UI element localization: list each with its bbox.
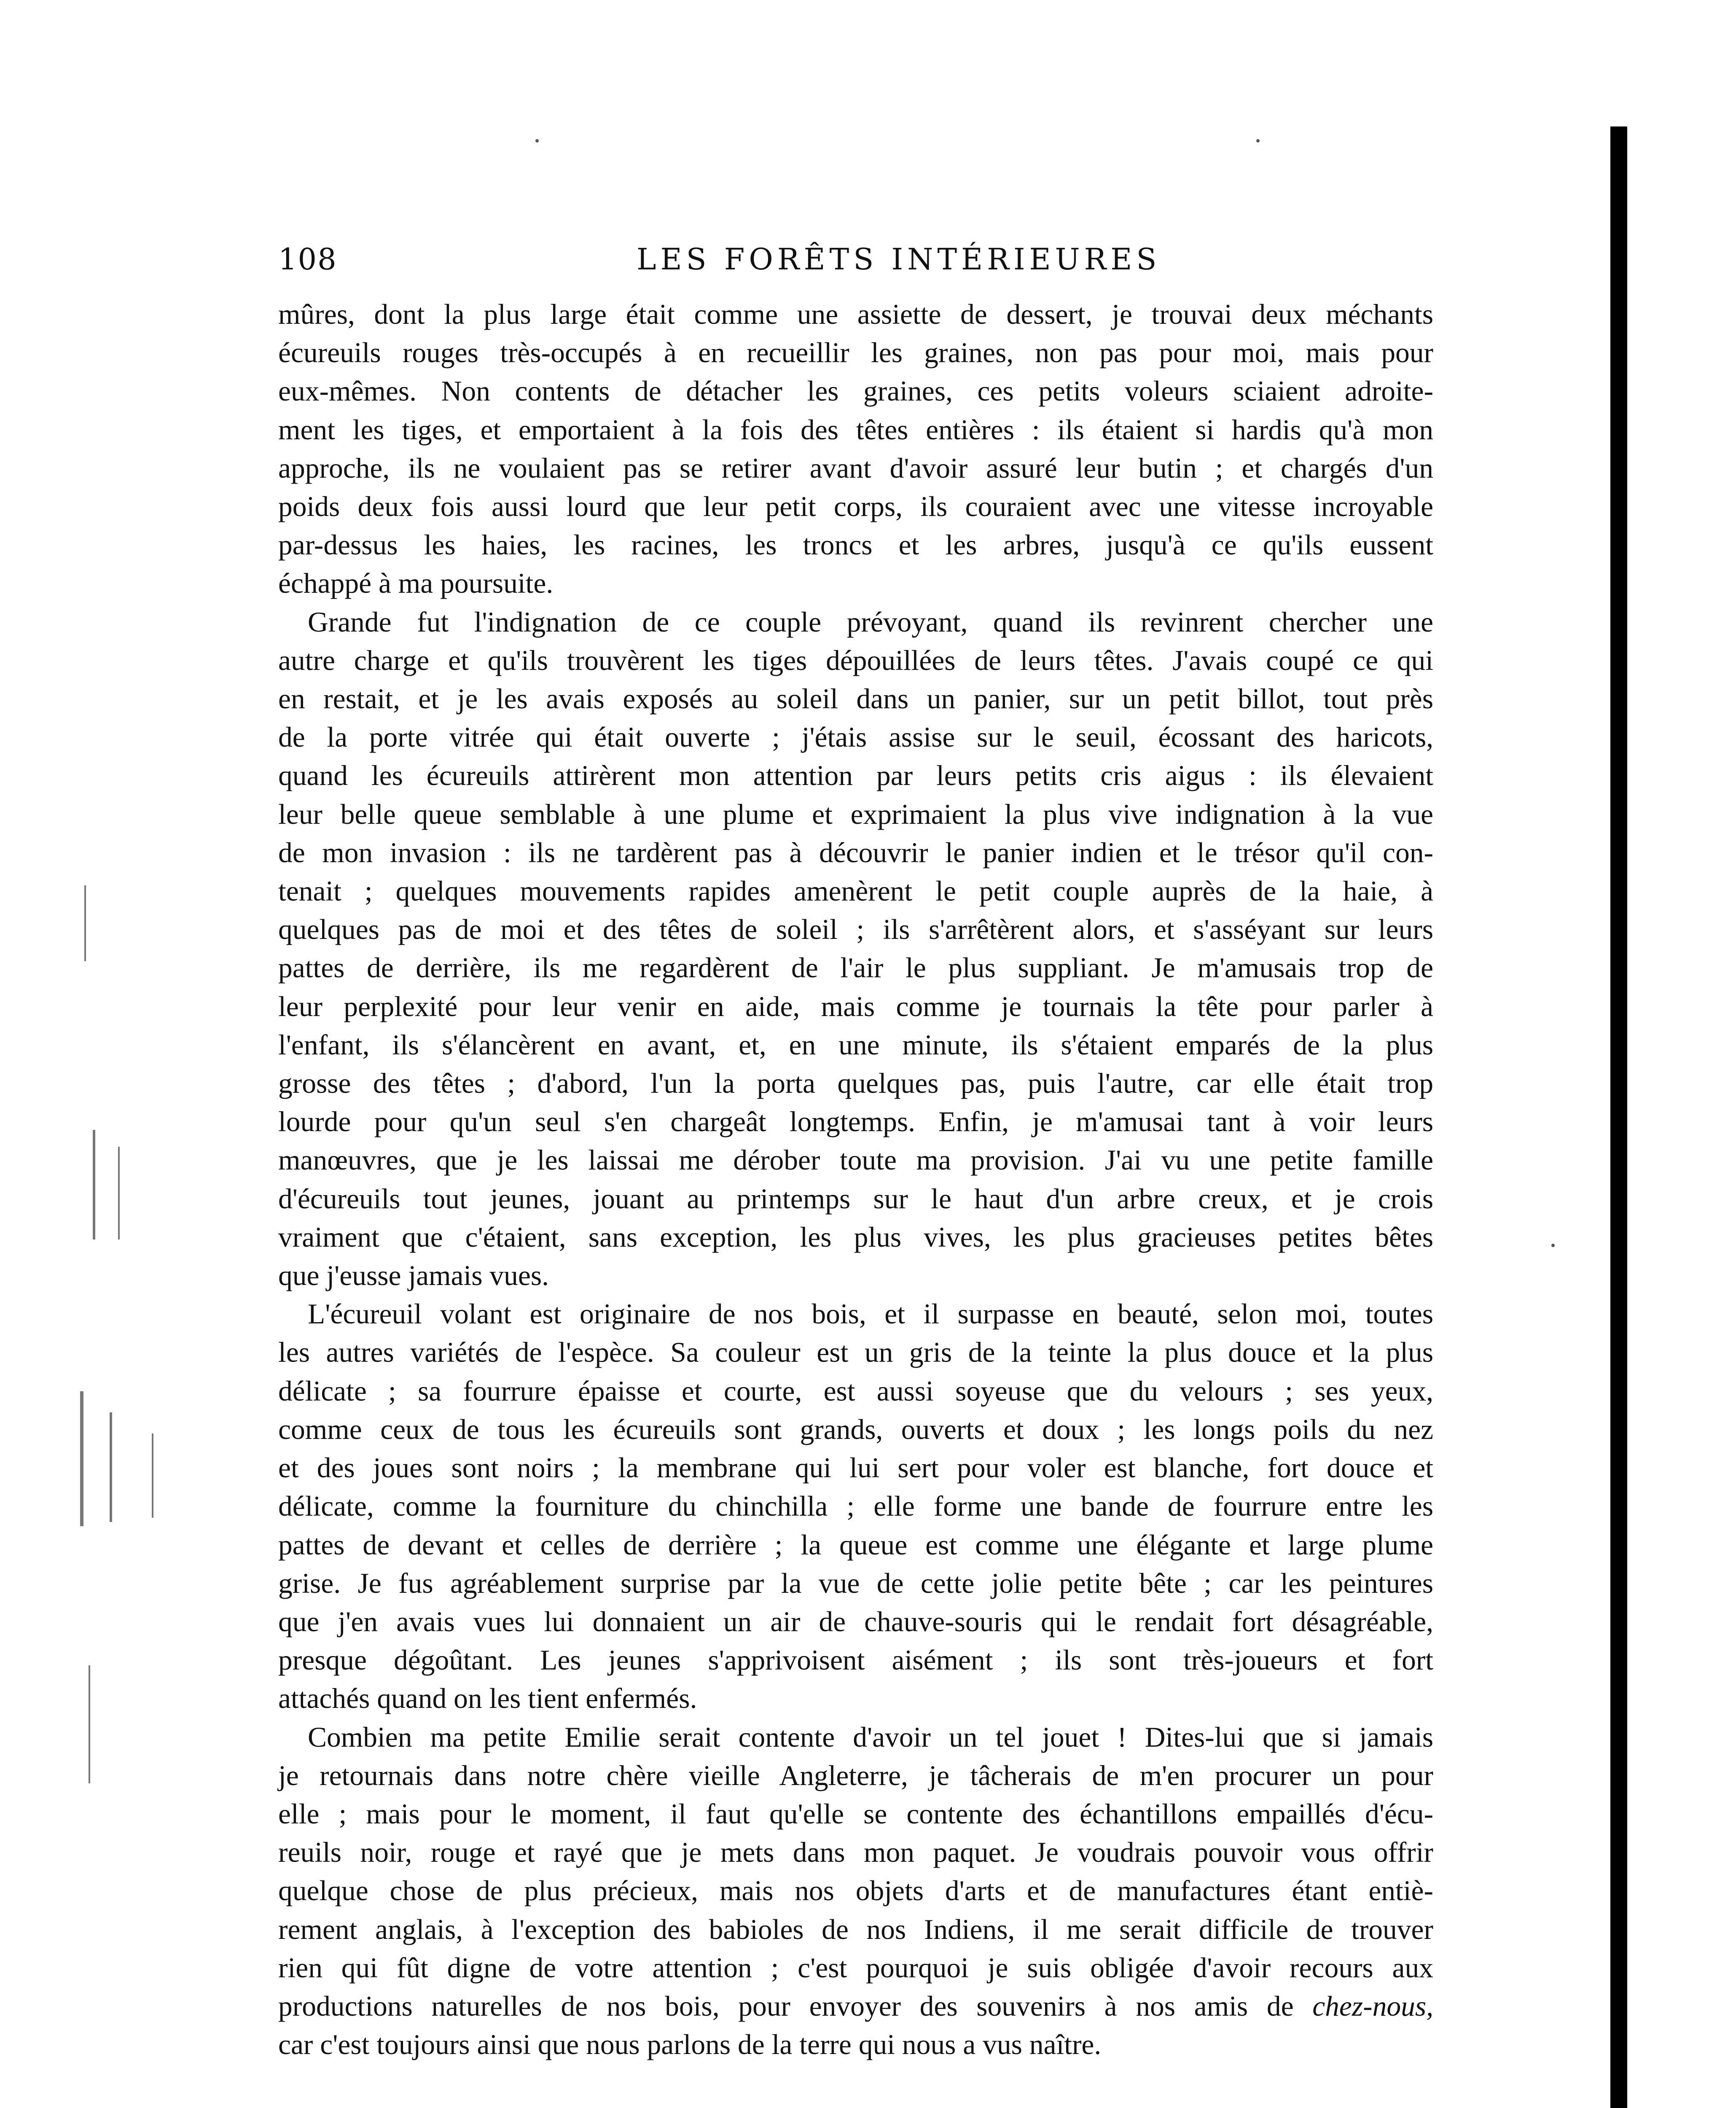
text-line: lourde pour qu'un seul s'en chargeât longtemps. Enfin, je m'amusai tant à voir leurs bbox=[278, 1106, 1433, 1138]
paragraph-2-end bbox=[278, 1256, 1433, 1295]
text-line: L'écureuil volant est originaire de nos bois, et il surpasse en beauté, selon moi, toutes bbox=[308, 1298, 1433, 1330]
text-line: écureuils rouges très-occupés à en recueillir les graines, non pas pour moi, mais pour bbox=[278, 337, 1433, 369]
text-line: quelques pas de moi et des têtes de soleil ; ils s'arrêtèrent alors, et s'asséyant sur leurs bbox=[278, 914, 1433, 946]
scan-edge-bar bbox=[1610, 126, 1627, 2108]
text-line: reuils noir, rouge et rayé que je mets dans mon paquet. Je voudrais pouvoir vous offrir bbox=[278, 1836, 1433, 1869]
text-line: les autres variétés de l'espèce. Sa couleur est un gris de la teinte la plus douce et la plus bbox=[278, 1336, 1433, 1369]
text-line: productions naturelles de nos bois, pour envoyer des souvenirs à nos amis de bbox=[278, 1990, 1313, 2022]
page-title: LES FORÊTS INTÉRIEURES bbox=[637, 242, 1161, 277]
body-text bbox=[278, 295, 1433, 2064]
text-line: en restait, et je les avais exposés au soleil dans un panier, sur un petit billot, tout près bbox=[278, 683, 1433, 715]
text-line: manœuvres, que je les laissai me dérober toute ma provision. J'ai vu une petite famille bbox=[278, 1144, 1433, 1176]
text-line: de mon invasion : ils ne tardèrent pas à découvrir le panier indien et le trésor qu'il con- bbox=[278, 836, 1433, 868]
text-line: et des joues sont noirs ; la membrane qui lui sert pour voler est blanche, fort douce et bbox=[278, 1452, 1433, 1484]
paragraph-3 bbox=[278, 1295, 1433, 1679]
text-line: d'écureuils tout jeunes, jouant au printemps sur le haut d'un arbre creux, et je crois bbox=[278, 1183, 1433, 1215]
text-line: tenait ; quelques mouvements rapides amenèrent le petit couple auprès de la haie, à bbox=[278, 875, 1433, 907]
text-line: grise. Je fus agréablement surprise par la vue de cette jolie petite bête ; car les peintures bbox=[278, 1567, 1433, 1599]
text-line: leur perplexité pour leur venir en aide, mais comme je tournais la tête pour parler à bbox=[278, 990, 1433, 1022]
text-line: car c'est toujours ainsi que nous parlons de la terre qui nous a vus naître. bbox=[278, 2029, 1102, 2061]
text-line: comme ceux de tous les écureuils sont grands, ouverts et doux ; les longs poils du nez bbox=[278, 1413, 1433, 1445]
text-line: pattes de derrière, ils me regardèrent de l'air le plus suppliant. Je m'amusais trop de bbox=[278, 952, 1433, 984]
emphasized-text: chez-nous, bbox=[1312, 1990, 1433, 2022]
margin-noise bbox=[67, 885, 194, 2108]
scan-speck bbox=[1551, 1244, 1555, 1247]
page-number: 108 bbox=[278, 242, 337, 277]
scan-speck bbox=[1256, 139, 1260, 143]
text-line: elle ; mais pour le moment, il faut qu'elle se contente des échantillons empaillés d'écu- bbox=[278, 1798, 1433, 1830]
text-line: rien qui fût digne de votre attention ; c'est pourquoi je suis obligée d'avoir recours aux bbox=[278, 1952, 1433, 1984]
text-line: grosse des têtes ; d'abord, l'un la porta quelques pas, puis l'autre, car elle était trop bbox=[278, 1067, 1433, 1100]
text-line: rement anglais, à l'exception des babioles de nos Indiens, il me serait difficile de trouver bbox=[278, 1913, 1433, 1945]
text-line: échappé à ma poursuite. bbox=[278, 567, 554, 600]
paragraph-2 bbox=[278, 603, 1433, 1256]
text-line: poids deux fois aussi lourd que leur petit corps, ils couraient avec une vitesse incroyable bbox=[278, 491, 1433, 523]
paragraph-3-end bbox=[278, 1679, 1433, 1718]
text-line: que j'eusse jamais vues. bbox=[278, 1260, 549, 1292]
text-line: quelque chose de plus précieux, mais nos objets d'arts et de manufactures étant entiè- bbox=[278, 1875, 1433, 1907]
text-line: vraiment que c'étaient, sans exception, les plus vives, les plus gracieuses petites bêtes bbox=[278, 1221, 1433, 1253]
paragraph-1-end bbox=[278, 564, 1433, 602]
text-line: attachés quand on les tient enfermés. bbox=[278, 1683, 697, 1715]
text-line: ment les tiges, et emportaient à la fois des têtes entières : ils étaient si hardis qu'à mon bbox=[278, 414, 1433, 446]
text-line: pattes de devant et celles de derrière ; la queue est comme une élégante et large plume bbox=[278, 1529, 1433, 1561]
text-line: l'enfant, ils s'élancèrent en avant, et, en une minute, ils s'étaient emparés de la plus bbox=[278, 1029, 1433, 1061]
text-line: leur belle queue semblable à une plume et exprimaient la plus vive indignation à la vue bbox=[278, 798, 1433, 830]
text-line: que j'en avais vues lui donnaient un air de chauve-souris qui le rendait fort désagréable, bbox=[278, 1605, 1433, 1637]
text-line: délicate ; sa fourrure épaisse et courte, est aussi soyeuse que du velours ; ses yeux, bbox=[278, 1375, 1433, 1407]
text-line: par-dessus les haies, les racines, les troncs et les arbres, jusqu'à ce qu'ils eussent bbox=[278, 529, 1433, 561]
text-line: presque dégoûtant. Les jeunes s'apprivoisent aisément ; ils sont très-joueurs et fort bbox=[278, 1644, 1433, 1676]
text-line: délicate, comme la fourniture du chinchilla ; elle forme une bande de fourrure entre les bbox=[278, 1490, 1433, 1522]
text-line: quand les écureuils attirèrent mon attention par leurs petits cris aigus : ils élevaient bbox=[278, 760, 1433, 792]
text-line: je retournais dans notre chère vieille Angleterre, je tâcherais de m'en procurer un pour bbox=[278, 1759, 1433, 1791]
text-line: Grande fut l'indignation de ce couple prévoyant, quand ils revinrent chercher une bbox=[308, 606, 1433, 638]
paragraph-4 bbox=[278, 1718, 1433, 2026]
text-line: de la porte vitrée qui était ouverte ; j'étais assise sur le seuil, écossant des haricots, bbox=[278, 721, 1433, 753]
text-line: approche, ils ne voulaient pas se retirer avant d'avoir assuré leur butin ; et chargés d'un bbox=[278, 452, 1433, 484]
text-line: autre charge et qu'ils trouvèrent les tiges dépouillées de leurs têtes. J'avais coupé ce qui bbox=[278, 644, 1433, 676]
text-line: Combien ma petite Emilie serait contente d'avoir un tel jouet ! Dites-lui que si jamais bbox=[308, 1721, 1433, 1753]
text-line: mûres, dont la plus large était comme une assiette de dessert, je trouvai deux méchants bbox=[278, 298, 1433, 330]
scan-speck bbox=[535, 139, 539, 143]
text-line: eux-mêmes. Non contents de détacher les graines, ces petits voleurs sciaient adroite- bbox=[278, 375, 1433, 407]
paragraph-1 bbox=[278, 295, 1433, 564]
paragraph-4-end bbox=[278, 2025, 1433, 2064]
